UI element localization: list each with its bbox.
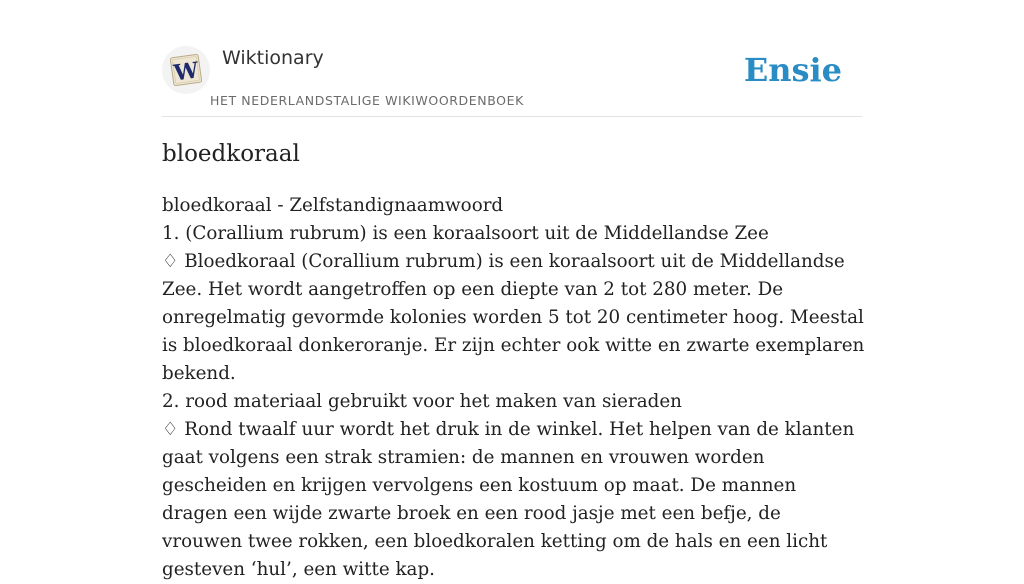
site-tagline: HET NEDERLANDSTALIGE WIKIWOORDENBOEK (210, 93, 524, 108)
entry-content (162, 192, 866, 584)
page-title: bloedkoraal (162, 141, 300, 167)
ensie-brand-logo[interactable]: Ensie (743, 51, 842, 89)
site-name[interactable]: Wiktionary (222, 47, 324, 69)
example-2: ♢ Rond twaalf uur wordt het druk in de winkel. Het helpen van de klanten gaat volgens een strak stramien: de mannen en vrouwen worden gescheiden en krijgen vervolgens een kostuum op maat. De mannen dragen een wijde zwarte broek en een rood jasje met een befje, de vrouwen twee rokken, een bloedkoralen ketting om de hals en een licht gesteven ‘hul’, een witte kap. (162, 419, 855, 580)
wiktionary-logo-svg (162, 46, 210, 94)
definition-1: 1. (Corallium rubrum) is een koraalsoort uit de Middellandse Zee (162, 223, 769, 244)
logo-letter: W (172, 57, 201, 87)
definition-2: 2. rood materiaal gebruikt voor het maken van sieraden (162, 391, 682, 412)
example-1: ♢ Bloedkoraal (Corallium rubrum) is een koraalsoort uit de Middellandse Zee. Het wordt aangetroffen op een diepte van 2 tot 280 meter. De onregelmatig gevormde kolonies worden 5 tot 20 centimeter hoog. Meestal is bloedkoraal donkeroranje. Er zijn echter ook witte en zwarte exemplaren bekend. (162, 251, 865, 384)
site-header (162, 40, 862, 117)
entry-heading-line: bloedkoraal - Zelfstandignaamwoord (162, 195, 504, 216)
wiktionary-logo-icon[interactable] (162, 46, 210, 94)
